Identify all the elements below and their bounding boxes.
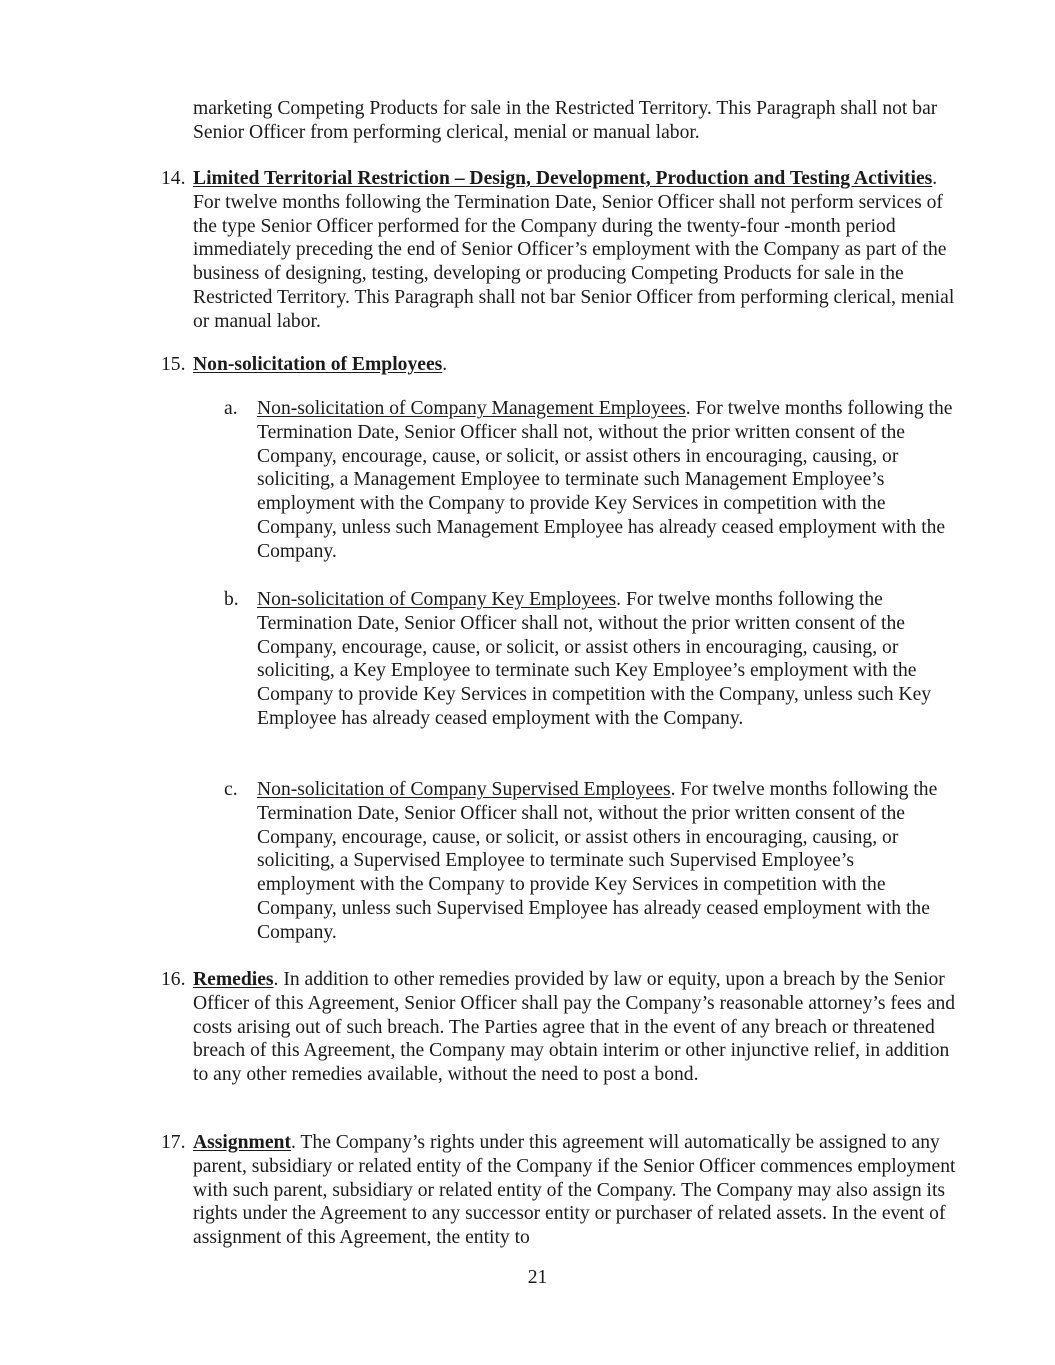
section-text: . xyxy=(442,354,448,375)
section-body xyxy=(193,167,961,334)
section-text: . For twelve months following the Termination Date, Senior Officer shall not perform services of the type Senior Officer performed for the Company during the twenty-four -month period immediately preceding the end of Senior Officer’s employment with the Company as part of the business of designing, testing, developing or producing Competing Products for sale in the Restricted Territory. This Paragraph shall not bar Senior Officer from performing clerical, menial or manual labor. xyxy=(193,168,955,332)
subsection-text: . For twelve months following the Termination Date, Senior Officer shall not, without the prior written consent of the Company, encourage, cause, or solicit, or assist others in encouraging, causing, or soliciting, a Key Employee to terminate such Key Employee’s employment with the Company to provide Key Services in competition with the Company, unless such Key Employee has already ceased employment with the Company. xyxy=(257,589,932,729)
subsection-title: Non-solicitation of Company Key Employees xyxy=(257,589,617,610)
subsection-text: . For twelve months following the Termination Date, Senior Officer shall not, without the prior written consent of the Company, encourage, cause, or solicit, or assist others in encouraging, causing, or soliciting, a Management Employee to terminate such Management Employee’s employment with the Company to provide Key Services in competition with the Company, unless such Management Employee has already ceased employment with the Company. xyxy=(257,398,953,562)
section-number: 17. xyxy=(161,1132,186,1153)
subsection-label: c. xyxy=(224,779,238,800)
section-heading: Limited Territorial Restriction – Design, Development, Production and Testing Activities xyxy=(193,168,933,189)
section-heading: Remedies xyxy=(193,969,274,990)
intro-paragraph: marketing Competing Products for sale in the Restricted Territory. This Paragraph shall not bar Senior Officer from performing clerical, menial or manual labor. xyxy=(193,98,938,143)
section-body xyxy=(193,968,961,1087)
subsection-label: b. xyxy=(224,589,239,610)
section-body xyxy=(193,1131,961,1250)
subsection-title: Non-solicitation of Company Supervised Employees xyxy=(257,779,671,800)
section-number: 14. xyxy=(161,168,186,189)
section-heading: Assignment xyxy=(193,1132,291,1153)
section-number: 15. xyxy=(161,354,186,375)
section-number: 16. xyxy=(161,969,186,990)
subsection-body xyxy=(257,397,954,564)
subsection-text: . For twelve months following the Termination Date, Senior Officer shall not, without the prior written consent of the Company, encourage, cause, or solicit, or assist others in encouraging, causing, or soliciting, a Supervised Employee to terminate such Supervised Employee’s employment with the Company to provide Key Services in competition with the Company, unless such Supervised Employee has already ceased employment with the Company. xyxy=(257,779,938,943)
subsection-body xyxy=(257,778,954,945)
subsection-title: Non-solicitation of Company Management Employees xyxy=(257,398,686,419)
subsection-body xyxy=(257,588,954,731)
subsection-label: a. xyxy=(224,398,238,419)
page-number: 21 xyxy=(527,1267,548,1288)
section-body xyxy=(193,353,961,377)
section-heading: Non-solicitation of Employees xyxy=(193,354,443,375)
section-text: . In addition to other remedies provided by law or equity, upon a breach by the Senior Officer of this Agreement, Senior Officer shall pay the Company’s reasonable attorney’s fees and costs arising out of such breach. The Parties agree that in the event of any breach or threatened breach of this Agreement, the Company may obtain interim or other injunctive relief, in addition to any other remedies available, without the need to post a bond. xyxy=(193,969,956,1086)
section-text: . The Company’s rights under this agreement will automatically be assigned to any parent, subsidiary or related entity of the Company if the Senior Officer commences employment with such parent, subsidiary or related entity of the Company. The Company may also assign its rights under the Agreement to any successor entity or purchaser of related assets. In the event of assignment of this Agreement, the entity to xyxy=(193,1132,956,1249)
